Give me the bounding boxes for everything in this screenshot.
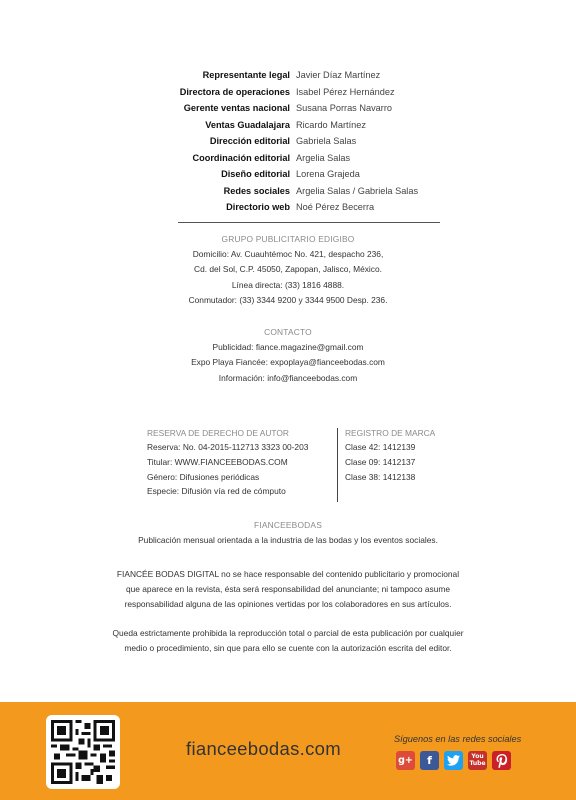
staff-row (0, 199, 576, 216)
registro-line: Clase 09: 1412137 (345, 456, 416, 467)
staff-row (0, 100, 576, 117)
staff-row (0, 117, 576, 134)
grupo-line: Conmutador: (33) 3344 9200 y 3344 9500 Desp. 236. (188, 294, 388, 305)
vertical-divider (337, 428, 338, 502)
staff-name: Isabel Pérez Hernández (296, 86, 395, 97)
contacto-line: Expo Playa Fiancée: expoplaya@fianceebodas.com (191, 357, 385, 368)
staff-row (0, 150, 576, 167)
staff-row (0, 166, 576, 183)
contacto-block (0, 327, 576, 386)
staff-name: Argelia Salas / Gabriela Salas (296, 185, 419, 196)
staff-name: Noé Pérez Becerra (296, 202, 375, 212)
contacto-line: Publicidad: fiance.magazine@gmail.com (212, 342, 364, 352)
staff-name: Gabriela Salas (296, 136, 357, 146)
youtube-icon[interactable]: You Tube (468, 751, 487, 770)
staff-row (0, 67, 576, 84)
reserva-line: Especie: Difusión vía red de cómputo (147, 486, 286, 497)
social-icons (396, 751, 511, 770)
contacto-line: Información: info@fianceebodas.com (218, 372, 358, 383)
fianceebodas-line: Publicación mensual orientada a la industria de las bodas y los eventos sociales. (138, 535, 438, 545)
grupo-line: Domicilio: Av. Cuauhtémoc No. 421, despacho 236, (192, 249, 384, 259)
staff-role: Redes sociales (223, 185, 290, 196)
facebook-icon[interactable]: f (420, 751, 439, 770)
staff-name: Ricardo Martínez (296, 119, 366, 130)
reserva-line: Reserva: No. 04-2015-112713 3323 00-203 (147, 442, 309, 452)
grupo-block (0, 234, 576, 308)
staff-role: Dirección editorial (209, 136, 290, 146)
prohibition-paragraph: Queda estrictamente prohibida la reproducción total o parcial de esta publicación por cualquier medio o procedimiento, sin que para ello se cuente con la autorización escrita del editor. (112, 628, 464, 653)
fianceebodas-heading: FIANCEEBODAS (253, 520, 323, 530)
contacto-heading: CONTACTO (264, 327, 312, 337)
grupo-heading: GRUPO PUBLICITARIO EDIGIBO (221, 234, 355, 244)
fianceebodas-block (0, 520, 576, 548)
registro-line: Clase 42: 1412139 (345, 442, 416, 452)
qr-code-icon[interactable] (46, 715, 120, 789)
staff-role: Coordinación editorial (192, 152, 290, 163)
disclaimer-paragraph: FIANCÉE BODAS DIGITAL no se hace responsable del contenido publicitario y promocional que aparece en la revista, ésta será responsabilidad del anunciante; ni tampoco asume responsabilidad alguna de las opiniones vertidas por los colaboradores en sus artículos. (116, 569, 460, 609)
staff-name: Argelia Salas (296, 152, 351, 163)
registro-block (345, 428, 465, 484)
registro-line: Clase 38: 1412138 (345, 471, 416, 482)
twitter-icon[interactable] (444, 751, 463, 770)
reserva-heading: RESERVA DE DERECHO DE AUTOR (147, 428, 289, 438)
staff-role: Directora de operaciones (179, 86, 290, 97)
staff-directory (0, 67, 576, 216)
staff-row (0, 133, 576, 150)
reserva-line: Género: Difusiones periódicas (147, 471, 260, 482)
staff-row (0, 183, 576, 200)
staff-role: Gerente ventas nacional (183, 103, 290, 113)
registro-heading: REGISTRO DE MARCA (345, 428, 436, 438)
grupo-line: Línea directa: (33) 1816 4888. (231, 279, 345, 290)
staff-role: Ventas Guadalajara (205, 119, 290, 130)
pinterest-icon[interactable] (492, 751, 511, 770)
staff-name: Javier Díaz Martínez (296, 70, 381, 80)
divider (178, 222, 440, 223)
staff-name: Lorena Grajeda (296, 169, 360, 179)
website-link[interactable]: fianceebodas.com (186, 738, 341, 759)
reserva-block (147, 428, 337, 499)
staff-role: Directorio web (226, 202, 290, 212)
grupo-line: Cd. del Sol, C.P. 45050, Zapopan, Jalisco, México. (194, 264, 382, 275)
footer-bar (0, 702, 576, 800)
follow-text: Síguenos en las redes sociales (394, 734, 522, 744)
staff-name: Susana Porras Navarro (296, 103, 393, 113)
staff-role: Diseño editorial (221, 169, 290, 179)
google-plus-icon[interactable]: g+ (396, 751, 415, 770)
reserva-line: Titular: WWW.FIANCEEBODAS.COM (147, 456, 288, 467)
staff-row (0, 84, 576, 101)
staff-role: Representante legal (202, 70, 290, 80)
